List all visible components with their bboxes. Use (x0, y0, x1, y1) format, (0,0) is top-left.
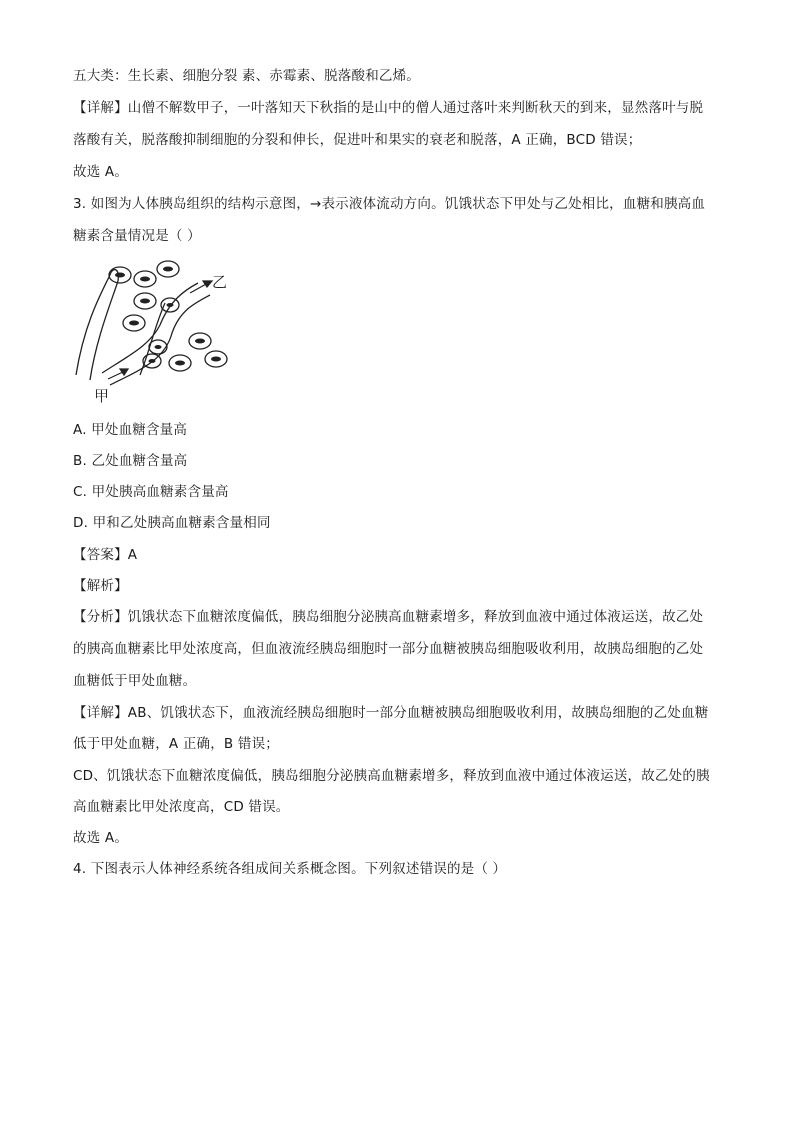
detail-line-1: 【详解】AB、饥饿状态下，血液流经胰岛细胞时一部分血糖被胰岛细胞吸收利用，故胰岛细胞的乙处血糖 (73, 705, 709, 721)
question-3-stem-1: 3. 如图为人体胰岛组织的结构示意图，→表示液体流动方向。饥饿状态下甲处与乙处相比，血糖和胰高血 (73, 196, 706, 212)
detail-line-4: 高血糖素比甲处浓度高，CD 错误。 (73, 799, 290, 815)
cell-nucleus (149, 359, 156, 363)
option-d: D. 甲和乙处胰高血糖素含量相同 (73, 515, 271, 531)
option-a: A. 甲处血糖含量高 (73, 422, 188, 438)
cell-nucleus (175, 361, 185, 366)
flow-arrow-in-head (120, 369, 128, 375)
cell-nucleus (140, 299, 150, 304)
analysis-heading: 【解析】 (73, 578, 128, 594)
text-line-detail-2: 落酸有关，脱落酸抑制细胞的分裂和伸长，促进叶和果实的衰老和脱落，A 正确，BCD 错误； (73, 132, 642, 148)
analysis-line-1: 【分析】饥饿状态下血糖浓度偏低，胰岛细胞分泌胰高血糖素增多，释放到血液中通过体液运送，故乙处 (73, 609, 704, 625)
cell-nucleus (140, 277, 150, 282)
detail-line-3: CD、饥饿状态下血糖浓度偏低，胰岛细胞分泌胰高血糖素增多，释放到血液中通过体液运送，故乙处的胰 (73, 768, 710, 784)
text-line-hormone-categories: 五大类：生长素、细胞分裂 素、赤霉素、脱落酸和乙烯。 (73, 68, 420, 84)
islet-tissue-figure (70, 255, 240, 410)
option-c: C. 甲处胰高血糖素含量高 (73, 484, 229, 500)
analysis-line-2: 的胰高血糖素比甲处浓度高，但血液流经胰岛细胞时一部分血糖被胰岛细胞吸收利用，故胰岛细胞的乙处 (73, 641, 704, 657)
cell-nucleus (115, 273, 125, 278)
detail-line-5: 故选 A。 (73, 830, 129, 846)
question-3-stem-2: 糖素含量情况是（ ） (73, 228, 201, 244)
cell-nucleus (155, 345, 162, 349)
cell-nucleus (211, 357, 221, 362)
text-line-choice-a: 故选 A。 (73, 164, 129, 180)
detail-line-2: 低于甲处血糖，A 正确，B 错误； (73, 736, 279, 752)
figure-label-jia: 甲 (94, 387, 110, 405)
text-line-detail-1: 【详解】山僧不解数甲子，一叶落知天下秋指的是山中的僧人通过落叶来判断秋天的到来，显然落叶与脱 (73, 100, 704, 116)
question-4-stem: 4. 下图表示人体神经系统各组成间关系概念图。下列叙述错误的是（ ） (73, 861, 507, 877)
flow-arrow-out-head (203, 281, 212, 287)
option-b: B. 乙处血糖含量高 (73, 453, 188, 469)
cell-nucleus (167, 303, 174, 307)
cell-nucleus (129, 321, 139, 326)
cell-nucleus (195, 339, 205, 344)
figure-label-yi: 乙 (212, 273, 228, 291)
capillary-wall-left-outer (76, 275, 110, 375)
analysis-line-3: 血糖低于甲处血糖。 (73, 673, 197, 689)
cell-nucleus (163, 267, 173, 272)
answer-label: 【答案】A (73, 547, 138, 563)
